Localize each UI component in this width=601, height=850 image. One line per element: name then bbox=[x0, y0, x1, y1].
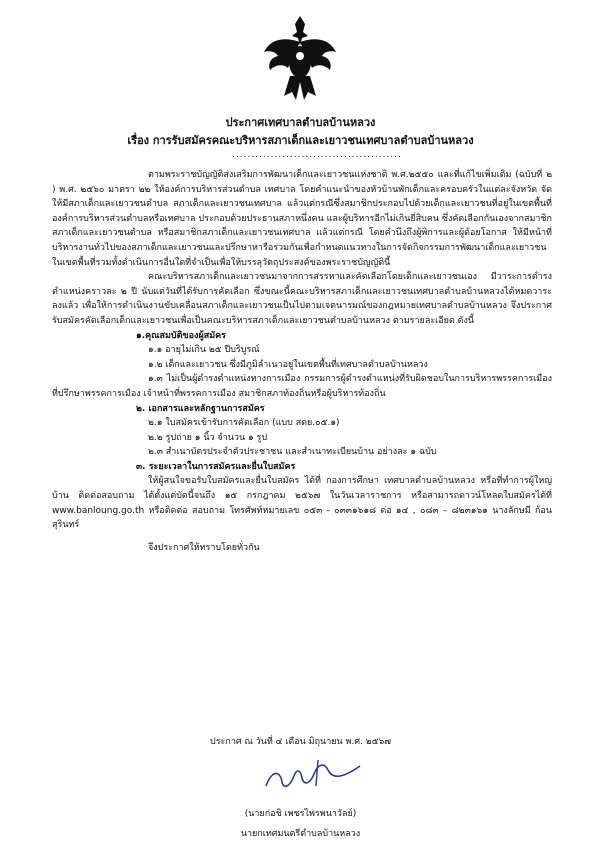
signer-position: นายกเทศมนตรีตำบลบ้านหลวง bbox=[240, 829, 361, 839]
announcement-subject: เรื่อง การรับสมัครคณะบริหารสภาเด็กและเยาวชนเทศบาลตำบลบ้านหลวง bbox=[127, 134, 474, 147]
section-qualifications-title: ๑.คุณสมบัติของผู้สมัคร bbox=[136, 330, 226, 341]
paragraph-recruitment: คณะบริหารสภาเด็กและเยาวชนมาจากการสรรหาและคัดเลือกโดยเด็กและเยาวชนเอง มีวาระการดำรงตำแหน่งคราวละ ๒ ปี นับแต่วันที่ได้รับการคัดเลือก ซึ่งขณะนี้คณะบริหารสภาเด็กและเยาวชนเทศบาลตำบลบ้านหลวงได้หมดวาระลงแล้ว เพื่อให้การดำเนินงานขับเคลื่อนสภาเด็กและเยาวชนเป็นไปตามเจตนารมณ์ของกฎหมายเทศบาลตำบลบ้านหลวง จึงประกาศรับสมัครคัดเลือกเด็กและเยาวชนเพื่อเป็นคณะบริหารสภาเด็กและเยาวชนตำบลบ้านหลวง ตามรายละเอียด ดังนี้ bbox=[52, 272, 552, 326]
announcement-title: ประกาศเทศบาลตำบลบ้านหลวง bbox=[225, 116, 376, 129]
handwritten-signature-icon bbox=[258, 756, 368, 796]
section-period-title: ๓. ระยะเวลาในการสมัครและยื่นใบสมัคร bbox=[136, 461, 296, 472]
section-documents-title: ๒. เอกสารและหลักฐานการสมัคร bbox=[136, 403, 265, 414]
garuda-emblem-icon bbox=[262, 12, 338, 104]
announcement-body bbox=[52, 168, 552, 555]
closing-text: จึงประกาศให้ทราบโดยทั่วกัน bbox=[148, 542, 260, 553]
paragraph-legal-basis: ตามพระราชบัญญัติส่งเสริมการพัฒนาเด็กและเยาวชนแห่งชาติ พ.ศ.๒๕๕๐ และที่แก้ไขเพิ่มเติม (ฉบับที่ ๒ ) พ.ศ. ๒๕๖๐ มาตรา ๒๒ ให้องค์การบริหารส่วนตำบล เทศบาล โดยคำแนะนำของหัวบ้านพักเด็กและครอบครัวในแต่ละจังหวัด จัดให้มีสภาเด็กและเยาวชนตำบล สภาเด็กและเยาวชนเทศบาล แล้วแต่กรณีซึ่งสมาชิกประกอบไปด้วยเด็กและเยาวชนที่อยู่ในเขตพื้นที่องค์การบริหารส่วนตำบลหรือเทศบาล ประกอบด้วยประธานสภาหนึ่งคน และผู้บริหารอีกไม่เกินยี่สิบคน ซึ่งคัดเลือกกันเองจากสมาชิกสภาเด็กและเยาวชนตำบล หรือสมาชิกสภาเด็กและเยาวชนเทศบาล แล้วแต่กรณี โดยคำนึงถึงผู้พิการและผู้ด้อยโอกาส ให้มีหน้าที่บริหารงานทั่วไปของสภาเด็กและเยาวชนและปรึกษาหารือร่วมกันเพื่อกำหนดแนวทางในการจัดกิจกรรมการพัฒนาเด็กและเยาวชนในเขตพื้นที่รวมทั้งดำเนินการอื่นใดที่จำเป็นเพื่อให้บรรลุวัตถุประสงค์ของพระราชบัญญัตินี้ bbox=[52, 170, 552, 268]
document-item: ๒.๑ ใบสมัครเข้ารับการคัดเลือก (แบบ สดย.๐๕.๑) bbox=[148, 418, 340, 429]
document-item: ๒.๒ รูปถ่าย ๑ นิ้ว จำนวน ๑ รูป bbox=[148, 432, 268, 443]
application-period-text: ให้ผู้สนใจขอรับใบสมัครและยื่นใบสมัคร ได้ที่ กองการศึกษา เทศบาลตำบลบ้านหลวง หรือที่ทำการผู้ใหญ่บ้าน ติดต่อสอบถาม ได้ตั้งแต่บัดนี้จนถึง ๑๕ กรกฎาคม ๒๕๖๗ ในวันเวลาราชการ หรือสามารถดาวน์โหลดใบสมัครได้ที่ www.banloung.go.th หรือติดต่อ สอบถาม โทรศัพท์หมายเลข ๐๕๓ - ๐๓๓๑๖๑๘ ต่อ ๑๔ , ๐๘๓ – ๘๒๓๑๖๑ นางลักษมี ก้อนสุรินทร์ bbox=[52, 476, 552, 531]
separator-line: ............................................ bbox=[232, 150, 402, 160]
signer-name: (นายก่อชิ เพชรไพรพนาวัลย์) bbox=[244, 809, 357, 819]
qualification-item: ๑.๒ เด็กและเยาวชน ซึ่งมีภูมิลำเนาอยู่ในเขตพื้นที่เทศบาลตำบลบ้านหลวง bbox=[148, 359, 428, 370]
qualification-item: ๑.๑ อายุไม่เกิน ๒๕ ปีบริบูรณ์ bbox=[148, 345, 260, 356]
document-item: ๒.๓ สำเนาบัตรประจำตัวประชาชน และสำเนาทะเบียนบ้าน อย่างละ ๑ ฉบับ bbox=[148, 447, 437, 458]
date-line: ประกาศ ณ วันที่ ๔ เดือน มิถุนายน พ.ศ. ๒๕๖๗ bbox=[209, 737, 391, 747]
qualification-item: ๑.๓ ไม่เป็นผู้ดำรงตำแหน่งทางการเมือง กรรมการผู้ดำรงตำแหน่งที่รับผิดชอบในการบริหารพรรคการเมือง ที่ปรึกษาพรรคการเมือง เจ้าหน้าที่พรรคการเมือง สมาชิกสภาท้องถิ่นหรือผู้บริหารท้องถิ่น bbox=[52, 374, 552, 399]
